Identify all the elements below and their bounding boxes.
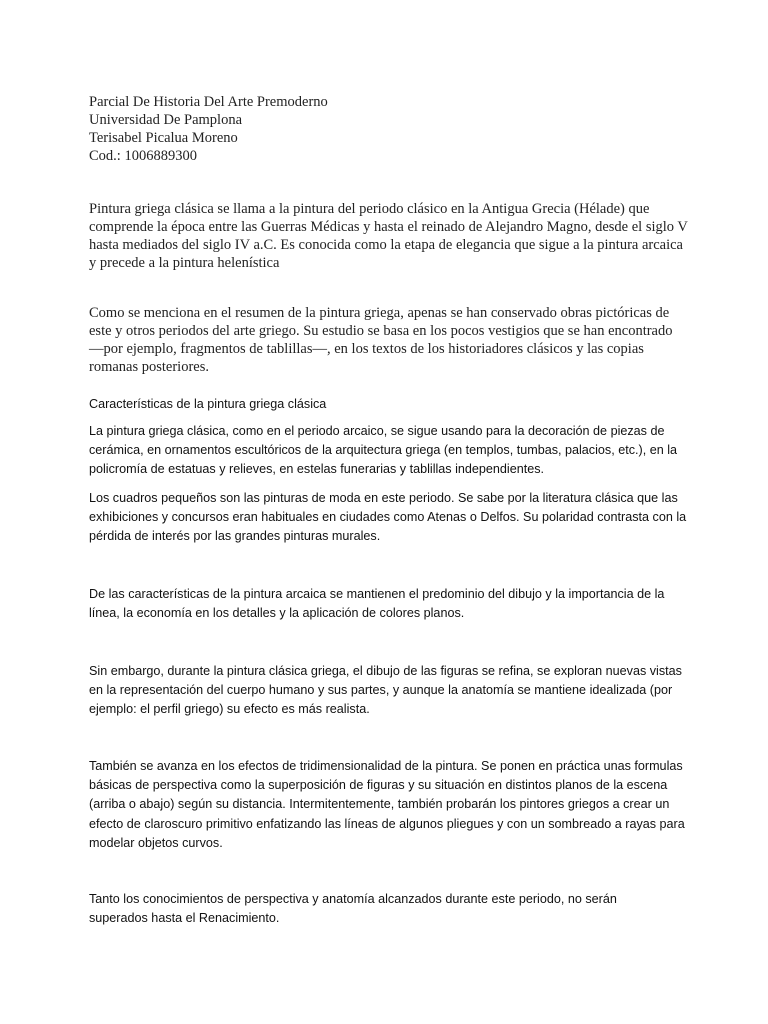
section-heading: Características de la pintura griega clásica — [89, 397, 327, 411]
body-paragraph-5-container — [89, 757, 687, 853]
body-paragraph: De las características de la pintura arcaica se mantienen el predominio del dibujo y la importancia de la línea, la economía en los detalles y la aplicación de colores planos. — [89, 587, 665, 621]
document-header — [89, 93, 689, 165]
body-paragraph: Tanto los conocimientos de perspectiva y anatomía alcanzados durante este periodo, no serán superados hasta el Renacimiento. — [89, 892, 617, 926]
header-student-code: Cod.: 1006889300 — [89, 148, 197, 164]
intro-paragraph: Pintura griega clásica se llama a la pintura del periodo clásico en la Antigua Grecia (Hélade) que comprende la época entre las Guerras Médicas y hasta el reinado de Alejandro Magno, desde el siglo V hasta mediados del siglo IV a.C. Es conocida como la etapa de elegancia que sigue a la pintura arcaica y precede a la pintura helenística — [89, 201, 688, 271]
body-paragraph-6-container — [89, 890, 649, 928]
body-paragraph-1-container — [89, 422, 687, 480]
intro-paragraph: Como se menciona en el resumen de la pintura griega, apenas se han conservado obras pictóricas de este y otros periodos del arte griego. Su estudio se basa en los pocos vestigios que se han encontrado —por ejemplo, fragmentos de tablillas—, en los textos de los historiadores clásicos y las copias romanas posteriores. — [89, 305, 673, 375]
body-paragraph: Los cuadros pequeños son las pinturas de moda en este periodo. Se sabe por la literatura clásica que las exhibiciones y concursos eran habituales en ciudades como Atenas o Delfos. Su polaridad contrasta con la pérdida de interés por las grandes pinturas murales. — [89, 491, 687, 544]
body-paragraph: La pintura griega clásica, como en el periodo arcaico, se sigue usando para la decoración de piezas de cerámica, en ornamentos escultóricos de la arquitectura griega (en templos, tumbas, palacios, etc.), en la policromía de estatuas y relieves, en estelas funerarias y tablillas independientes. — [89, 424, 678, 477]
body-paragraph: Sin embargo, durante la pintura clásica griega, el dibujo de las figuras se refina, se exploran nuevas vistas en la representación del cuerpo humano y sus partes, y aunque la anatomía se mantiene idealizada (por ejemplo: el perfil griego) su efecto es más realista. — [89, 664, 682, 717]
header-course-title: Parcial De Historia Del Arte Premoderno — [89, 94, 328, 110]
body-paragraph-4-container — [89, 662, 687, 720]
body-paragraph-2-container — [89, 489, 687, 547]
header-university: Universidad De Pamplona — [89, 112, 243, 128]
body-paragraph: También se avanza en los efectos de tridimensionalidad de la pintura. Se ponen en práctica unas formulas básicas de perspectiva como la superposición de figuras y su situación en distintos planos de la escena (arriba o abajo) según su distancia. Intermitentemente, también probarán los pintores griegos a crear un efecto de claroscuro primitivo enfatizando las líneas de algunos pliegues y con un sombreado a rayas para modelar objetos curvos. — [89, 759, 685, 850]
body-paragraph-3-container — [89, 585, 687, 623]
header-author: Terisabel Picalua Moreno — [89, 130, 238, 146]
intro-paragraph-2-container — [89, 304, 689, 376]
intro-paragraph-1-container — [89, 200, 689, 272]
